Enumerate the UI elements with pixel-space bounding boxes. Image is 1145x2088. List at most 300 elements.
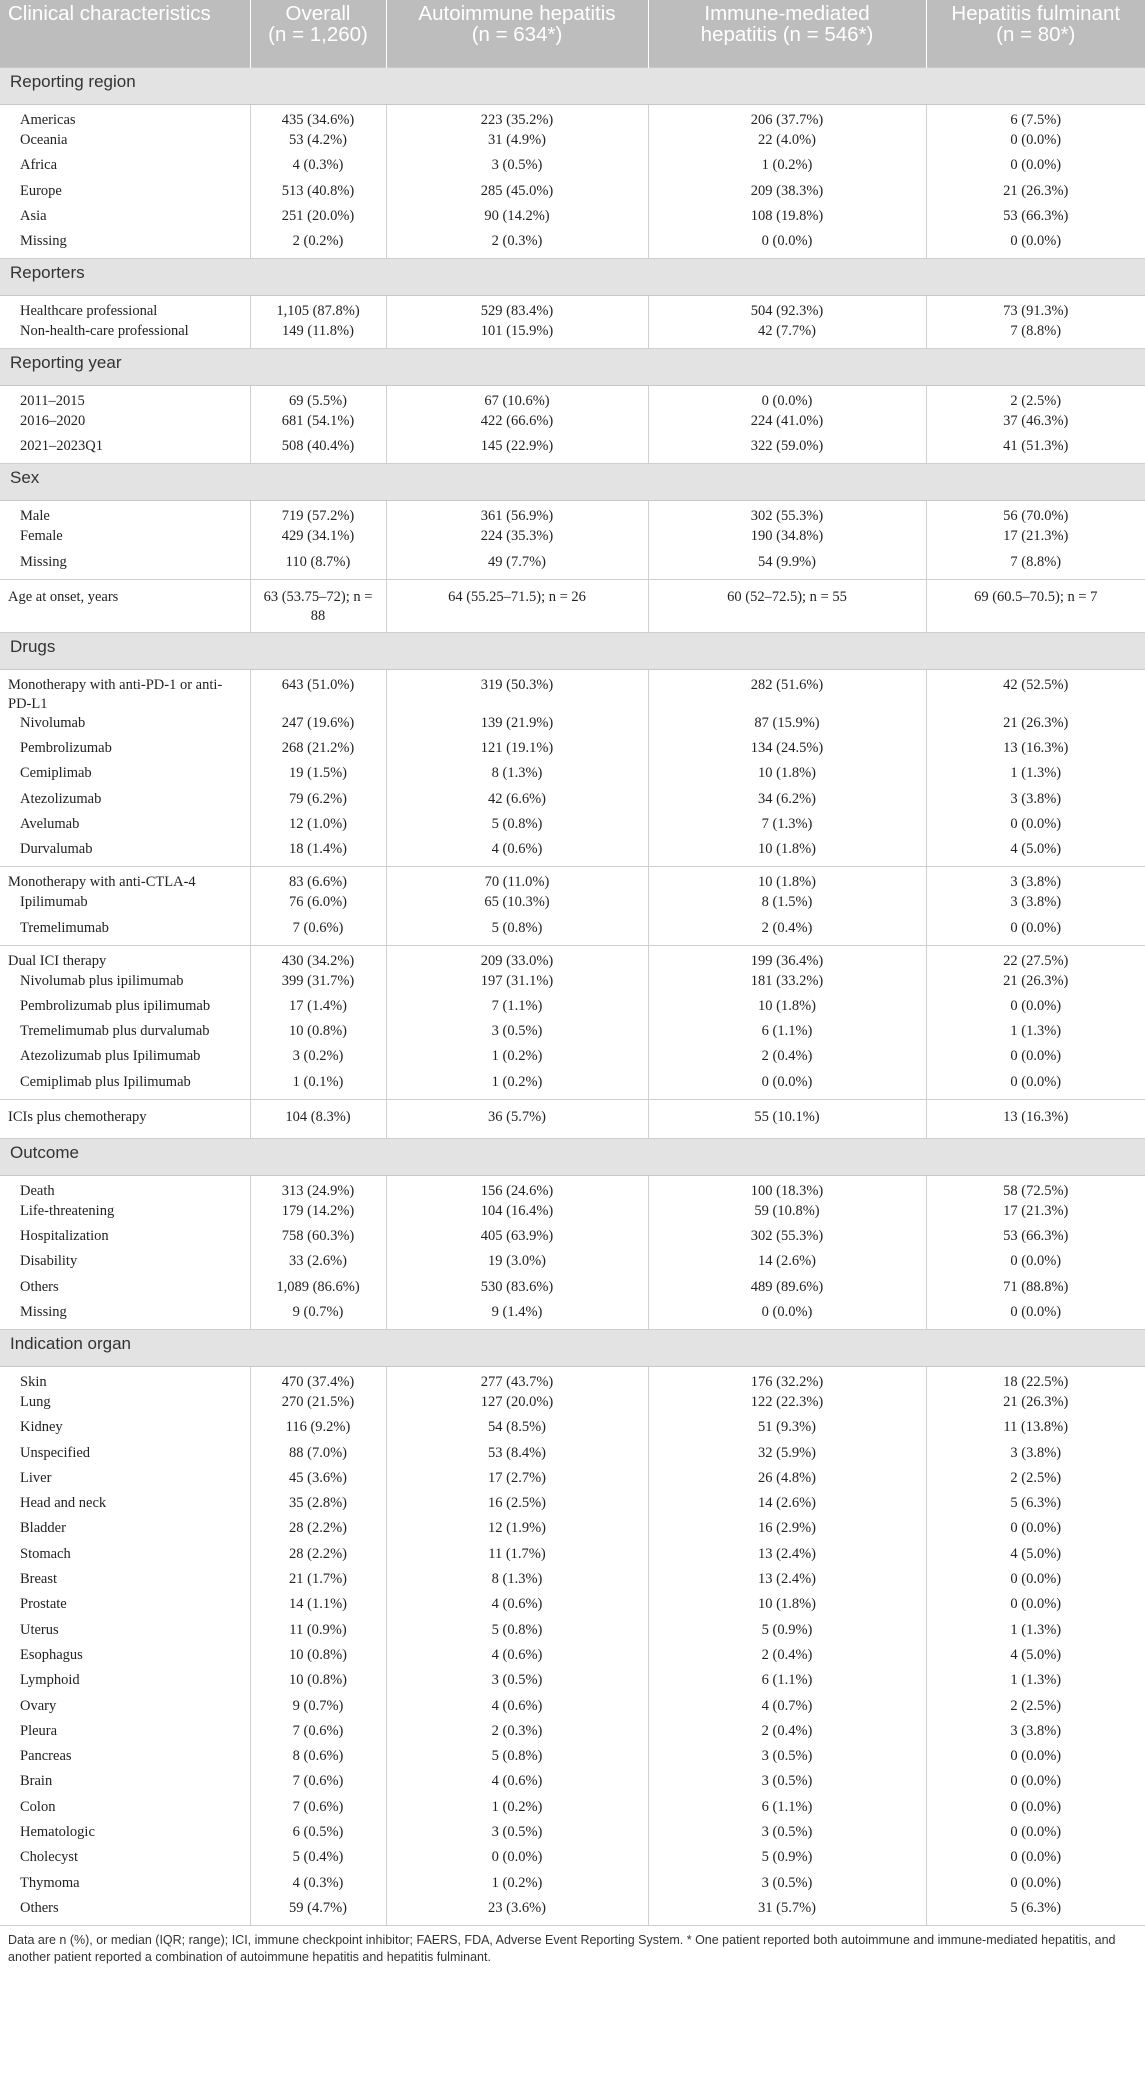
cell-overall: 11 (0.9%) (250, 1621, 386, 1646)
cell-fulminant: 1 (1.3%) (1010, 1023, 1062, 1040)
cell-fulminant: 3 (3.8%) (1010, 1444, 1062, 1461)
cell-autoimmune: 17 (2.7%) (386, 1469, 648, 1494)
cell-autoimmune: 4 (0.6%) (386, 1595, 648, 1620)
cell-overall: 10 (0.8%) (250, 1022, 386, 1047)
table-row (0, 815, 1145, 840)
cell-immune-mediated: 3 (0.5%) (648, 1823, 926, 1848)
cell-overall: 63 (53.75–72); n = 88 (250, 579, 386, 632)
cell-overall: 45 (3.6%) (250, 1469, 386, 1494)
table-row (0, 1047, 1145, 1072)
cell-fulminant: 0 (0.0%) (1010, 1571, 1062, 1588)
cell-overall: 681 (54.1%) (250, 412, 386, 437)
cell-characteristic: Disability (0, 1252, 250, 1277)
cell-overall: 116 (9.2%) (250, 1418, 386, 1443)
cell-fulminant: 0 (0.0%) (1010, 997, 1062, 1014)
cell-autoimmune: 223 (35.2%) (386, 105, 648, 132)
table-row (0, 1621, 1145, 1646)
table-row (0, 1519, 1145, 1544)
cell-fulminant: 42 (52.5%) (1003, 676, 1069, 693)
cell-overall: 758 (60.3%) (250, 1227, 386, 1252)
table-row (0, 1418, 1145, 1443)
table-row (0, 867, 1145, 894)
cell-autoimmune: 64 (55.25–71.5); n = 26 (386, 579, 648, 632)
table-row (0, 1252, 1145, 1277)
cell-overall: 7 (0.6%) (250, 1798, 386, 1823)
cell-immune-mediated: 2 (0.4%) (648, 1722, 926, 1747)
cell-fulminant: 37 (46.3%) (1003, 413, 1069, 430)
cell-fulminant: 0 (0.0%) (1010, 1823, 1062, 1840)
table-row (0, 322, 1145, 349)
cell-immune-mediated: 13 (2.4%) (648, 1545, 926, 1570)
cell-autoimmune: 11 (1.7%) (386, 1545, 648, 1570)
cell-autoimmune: 1 (0.2%) (386, 1047, 648, 1072)
cell-immune-mediated: 3 (0.5%) (648, 1874, 926, 1899)
cell-immune-mediated: 176 (32.2%) (648, 1366, 926, 1393)
cell-autoimmune: 530 (83.6%) (386, 1278, 648, 1303)
cell-characteristic: Pembrolizumab (0, 739, 250, 764)
cell-characteristic: Asia (0, 207, 250, 232)
cell-fulminant: 21 (26.3%) (1003, 182, 1069, 199)
cell-fulminant: 0 (0.0%) (1010, 1253, 1062, 1270)
cell-overall: 76 (6.0%) (250, 893, 386, 918)
cell-autoimmune: 8 (1.3%) (386, 1570, 648, 1595)
cell-autoimmune: 101 (15.9%) (386, 322, 648, 349)
table-row (0, 1899, 1145, 1926)
cell-immune-mediated: 4 (0.7%) (648, 1697, 926, 1722)
cell-fulminant: 3 (3.8%) (1010, 894, 1062, 911)
cell-fulminant: 0 (0.0%) (1010, 1773, 1062, 1790)
cell-immune-mediated: 190 (34.8%) (648, 527, 926, 552)
cell-overall: 399 (31.7%) (250, 972, 386, 997)
table-row (0, 131, 1145, 156)
cell-characteristic: 2021–2023Q1 (0, 437, 250, 464)
cell-autoimmune: 3 (0.5%) (386, 1022, 648, 1047)
cell-overall: 430 (34.2%) (250, 945, 386, 972)
cell-characteristic: Pembrolizumab plus ipilimumab (0, 997, 250, 1022)
cell-fulminant: 21 (26.3%) (1003, 972, 1069, 989)
cell-overall: 1 (0.1%) (250, 1073, 386, 1100)
cell-autoimmune: 422 (66.6%) (386, 412, 648, 437)
table-row (0, 1722, 1145, 1747)
cell-characteristic: Tremelimumab plus durvalumab (0, 1022, 250, 1047)
cell-autoimmune: 0 (0.0%) (386, 1848, 648, 1873)
cell-immune-mediated: 16 (2.9%) (648, 1519, 926, 1544)
cell-immune-mediated: 26 (4.8%) (648, 1469, 926, 1494)
cell-characteristic: Nivolumab (0, 714, 250, 739)
cell-characteristic: Cholecyst (0, 1848, 250, 1873)
cell-immune-mediated: 2 (0.4%) (648, 919, 926, 946)
cell-autoimmune: 319 (50.3%) (386, 669, 648, 714)
cell-overall: 429 (34.1%) (250, 527, 386, 552)
cell-characteristic: Cemiplimab (0, 764, 250, 789)
cell-fulminant: 41 (51.3%) (926, 437, 1145, 464)
section-header-row (0, 1138, 1145, 1175)
cell-autoimmune: 49 (7.7%) (386, 553, 648, 580)
cell-overall: 6 (0.5%) (250, 1823, 386, 1848)
cell-fulminant: 13 (16.3%) (926, 1099, 1145, 1138)
cell-overall: 9 (0.7%) (250, 1697, 386, 1722)
cell-autoimmune: 5 (0.8%) (386, 1621, 648, 1646)
cell-immune-mediated: 224 (41.0%) (648, 412, 926, 437)
cell-immune-mediated: 209 (38.3%) (648, 182, 926, 207)
cell-fulminant: 1 (1.3%) (1010, 1621, 1062, 1638)
cell-overall: 4 (0.3%) (250, 1874, 386, 1899)
cell-immune-mediated: 8 (1.5%) (648, 893, 926, 918)
cell-fulminant: 71 (88.8%) (1003, 1278, 1069, 1295)
cell-immune-mediated: 122 (22.3%) (648, 1393, 926, 1418)
table-row (0, 1469, 1145, 1494)
cell-overall: 247 (19.6%) (250, 714, 386, 739)
table-row (0, 1747, 1145, 1772)
table-row (0, 945, 1145, 972)
table-row (0, 1393, 1145, 1418)
cell-overall: 1,089 (86.6%) (250, 1278, 386, 1303)
cell-characteristic: Pleura (0, 1722, 250, 1747)
cell-overall: 470 (37.4%) (250, 1366, 386, 1393)
cell-autoimmune: 12 (1.9%) (386, 1519, 648, 1544)
cell-fulminant: 0 (0.0%) (926, 919, 1145, 946)
table-row (0, 893, 1145, 918)
cell-characteristic: Brain (0, 1772, 250, 1797)
cell-overall: 10 (0.8%) (250, 1671, 386, 1696)
cell-characteristic: Death (0, 1175, 250, 1202)
cell-overall: 251 (20.0%) (250, 207, 386, 232)
table-row (0, 1175, 1145, 1202)
cell-immune-mediated: 282 (51.6%) (648, 669, 926, 714)
table-row (0, 1570, 1145, 1595)
cell-autoimmune: 156 (24.6%) (386, 1175, 648, 1202)
cell-overall: 33 (2.6%) (250, 1252, 386, 1277)
cell-overall: 7 (0.6%) (250, 919, 386, 946)
cell-autoimmune: 405 (63.9%) (386, 1227, 648, 1252)
cell-immune-mediated: 5 (0.9%) (648, 1848, 926, 1873)
cell-immune-mediated: 504 (92.3%) (648, 296, 926, 323)
cell-immune-mediated: 7 (1.3%) (648, 815, 926, 840)
cell-autoimmune: 1 (0.2%) (386, 1874, 648, 1899)
header-overall: Overall (n = 1,260) (250, 0, 386, 68)
table-row (0, 1444, 1145, 1469)
table-row (0, 764, 1145, 789)
table-row (0, 1278, 1145, 1303)
cell-fulminant: 3 (3.8%) (1010, 1722, 1062, 1739)
cell-immune-mediated: 108 (19.8%) (648, 207, 926, 232)
cell-characteristic: Others (0, 1899, 250, 1926)
cell-autoimmune: 23 (3.6%) (386, 1899, 648, 1926)
cell-immune-mediated: 100 (18.3%) (648, 1175, 926, 1202)
cell-immune-mediated: 1 (0.2%) (648, 156, 926, 181)
cell-characteristic: Prostate (0, 1595, 250, 1620)
cell-fulminant: 2 (2.5%) (1010, 393, 1062, 410)
cell-fulminant: 11 (13.8%) (1003, 1419, 1069, 1436)
table-row (0, 1099, 1145, 1138)
cell-characteristic: Male (0, 501, 250, 528)
cell-characteristic: Head and neck (0, 1494, 250, 1519)
cell-characteristic: Oceania (0, 131, 250, 156)
cell-overall: 10 (0.8%) (250, 1646, 386, 1671)
cell-autoimmune: 285 (45.0%) (386, 182, 648, 207)
cell-characteristic: Non-health-care professional (0, 322, 250, 349)
cell-autoimmune: 5 (0.8%) (386, 1747, 648, 1772)
table-row (0, 1646, 1145, 1671)
cell-characteristic: Lymphoid (0, 1671, 250, 1696)
table-row (0, 527, 1145, 552)
section-label: Indication organ (0, 1329, 1145, 1366)
cell-characteristic: Life-threatening (0, 1202, 250, 1227)
cell-overall: 270 (21.5%) (250, 1393, 386, 1418)
cell-immune-mediated: 10 (1.8%) (648, 997, 926, 1022)
cell-fulminant: 0 (0.0%) (1010, 1520, 1062, 1537)
cell-characteristic: Hematologic (0, 1823, 250, 1848)
cell-fulminant: 0 (0.0%) (1010, 157, 1062, 174)
cell-overall: 69 (5.5%) (250, 386, 386, 413)
cell-immune-mediated: 32 (5.9%) (648, 1444, 926, 1469)
header-autoimmune-hepatitis: Autoimmune hepatitis (n = 634*) (386, 0, 648, 68)
cell-overall: 104 (8.3%) (250, 1099, 386, 1138)
cell-overall: 19 (1.5%) (250, 764, 386, 789)
cell-overall: 28 (2.2%) (250, 1519, 386, 1544)
section-header-row (0, 68, 1145, 105)
cell-overall: 14 (1.1%) (250, 1595, 386, 1620)
cell-immune-mediated: 6 (1.1%) (648, 1671, 926, 1696)
cell-characteristic: ICIs plus chemotherapy (0, 1099, 250, 1138)
cell-autoimmune: 139 (21.9%) (386, 714, 648, 739)
cell-autoimmune: 4 (0.6%) (386, 1772, 648, 1797)
table-row (0, 1874, 1145, 1899)
cell-characteristic: 2016–2020 (0, 412, 250, 437)
cell-autoimmune: 2 (0.3%) (386, 232, 648, 259)
cell-fulminant: 22 (27.5%) (1003, 952, 1069, 969)
cell-fulminant: 0 (0.0%) (1010, 815, 1062, 832)
cell-immune-mediated: 22 (4.0%) (648, 131, 926, 156)
section-label: Reporting region (0, 68, 1145, 105)
cell-overall: 3 (0.2%) (250, 1047, 386, 1072)
header-immune-mediated-hepatitis: Immune-mediated hepatitis (n = 546*) (648, 0, 926, 68)
cell-immune-mediated: 3 (0.5%) (648, 1772, 926, 1797)
cell-characteristic: Lung (0, 1393, 250, 1418)
cell-autoimmune: 53 (8.4%) (386, 1444, 648, 1469)
cell-autoimmune: 54 (8.5%) (386, 1418, 648, 1443)
cell-characteristic: 2011–2015 (0, 386, 250, 413)
cell-fulminant: 17 (21.3%) (1003, 1202, 1069, 1219)
cell-overall: 179 (14.2%) (250, 1202, 386, 1227)
table-row (0, 790, 1145, 815)
table-row (0, 437, 1145, 464)
cell-overall: 28 (2.2%) (250, 1545, 386, 1570)
cell-overall: 5 (0.4%) (250, 1848, 386, 1873)
cell-characteristic: Stomach (0, 1545, 250, 1570)
cell-fulminant: 13 (16.3%) (1003, 740, 1069, 757)
cell-autoimmune: 3 (0.5%) (386, 156, 648, 181)
cell-overall: 4 (0.3%) (250, 156, 386, 181)
cell-fulminant: 7 (8.8%) (926, 322, 1145, 349)
cell-immune-mediated: 10 (1.8%) (648, 1595, 926, 1620)
cell-autoimmune: 104 (16.4%) (386, 1202, 648, 1227)
cell-characteristic: Female (0, 527, 250, 552)
cell-immune-mediated: 13 (2.4%) (648, 1570, 926, 1595)
cell-fulminant: 69 (60.5–70.5); n = 7 (926, 579, 1145, 632)
cell-immune-mediated: 6 (1.1%) (648, 1798, 926, 1823)
cell-autoimmune: 127 (20.0%) (386, 1393, 648, 1418)
cell-overall: 508 (40.4%) (250, 437, 386, 464)
cell-characteristic: Skin (0, 1366, 250, 1393)
cell-characteristic: Breast (0, 1570, 250, 1595)
table-row (0, 840, 1145, 867)
cell-autoimmune: 9 (1.4%) (386, 1303, 648, 1330)
cell-overall: 8 (0.6%) (250, 1747, 386, 1772)
table-row (0, 412, 1145, 437)
cell-characteristic: Unspecified (0, 1444, 250, 1469)
cell-characteristic: Hospitalization (0, 1227, 250, 1252)
cell-immune-mediated: 199 (36.4%) (648, 945, 926, 972)
cell-overall: 21 (1.7%) (250, 1570, 386, 1595)
table-row (0, 579, 1145, 632)
table-row (0, 1595, 1145, 1620)
cell-immune-mediated: 0 (0.0%) (648, 386, 926, 413)
table-row (0, 232, 1145, 259)
section-header-row (0, 464, 1145, 501)
cell-characteristic: Bladder (0, 1519, 250, 1544)
cell-fulminant: 4 (5.0%) (1010, 1646, 1062, 1663)
cell-fulminant: 0 (0.0%) (1010, 1048, 1062, 1065)
cell-immune-mediated: 302 (55.3%) (648, 501, 926, 528)
table-row (0, 1227, 1145, 1252)
cell-characteristic: Uterus (0, 1621, 250, 1646)
table-row (0, 182, 1145, 207)
cell-fulminant: 0 (0.0%) (1010, 132, 1062, 148)
cell-characteristic: Others (0, 1278, 250, 1303)
table-row (0, 1022, 1145, 1047)
table-row (0, 207, 1145, 232)
cell-immune-mediated: 0 (0.0%) (648, 232, 926, 259)
cell-fulminant: 0 (0.0%) (926, 1073, 1145, 1100)
cell-autoimmune: 145 (22.9%) (386, 437, 648, 464)
cell-characteristic: Europe (0, 182, 250, 207)
cell-fulminant: 0 (0.0%) (1010, 1849, 1062, 1866)
cell-immune-mediated: 322 (59.0%) (648, 437, 926, 464)
table-row (0, 972, 1145, 997)
cell-immune-mediated: 54 (9.9%) (648, 553, 926, 580)
cell-fulminant: 3 (3.8%) (1010, 790, 1062, 807)
cell-immune-mediated: 181 (33.2%) (648, 972, 926, 997)
cell-immune-mediated: 10 (1.8%) (648, 867, 926, 894)
cell-overall: 435 (34.6%) (250, 105, 386, 132)
cell-characteristic: Kidney (0, 1418, 250, 1443)
cell-fulminant: 21 (26.3%) (1003, 714, 1069, 731)
cell-characteristic: Healthcare professional (0, 296, 250, 323)
table-row (0, 553, 1145, 580)
cell-characteristic: Ipilimumab (0, 893, 250, 918)
cell-overall: 513 (40.8%) (250, 182, 386, 207)
cell-autoimmune: 67 (10.6%) (386, 386, 648, 413)
cell-characteristic: Dual ICI therapy (0, 945, 250, 972)
section-label: Outcome (0, 1138, 1145, 1175)
cell-immune-mediated: 60 (52–72.5); n = 55 (648, 579, 926, 632)
cell-characteristic: Durvalumab (0, 840, 250, 867)
cell-immune-mediated: 87 (15.9%) (648, 714, 926, 739)
cell-fulminant: 0 (0.0%) (1010, 1874, 1062, 1891)
table-row (0, 1798, 1145, 1823)
cell-autoimmune: 3 (0.5%) (386, 1671, 648, 1696)
cell-autoimmune: 42 (6.6%) (386, 790, 648, 815)
cell-fulminant: 17 (21.3%) (1003, 528, 1069, 545)
section-label: Reporters (0, 259, 1145, 296)
cell-fulminant: 3 (3.8%) (1010, 874, 1062, 891)
cell-immune-mediated: 59 (10.8%) (648, 1202, 926, 1227)
cell-autoimmune: 36 (5.7%) (386, 1099, 648, 1138)
cell-autoimmune: 3 (0.5%) (386, 1823, 648, 1848)
cell-fulminant: 73 (91.3%) (1003, 303, 1069, 320)
table-row (0, 714, 1145, 739)
cell-overall: 7 (0.6%) (250, 1722, 386, 1747)
cell-fulminant: 0 (0.0%) (926, 232, 1145, 259)
cell-immune-mediated: 5 (0.9%) (648, 1621, 926, 1646)
section-header-row (0, 632, 1145, 669)
cell-overall: 79 (6.2%) (250, 790, 386, 815)
cell-characteristic: Monotherapy with anti-PD-1 or anti-PD-L1 (0, 669, 250, 714)
table-row (0, 386, 1145, 413)
cell-autoimmune: 2 (0.3%) (386, 1722, 648, 1747)
cell-immune-mediated: 489 (89.6%) (648, 1278, 926, 1303)
cell-fulminant: 0 (0.0%) (1010, 1748, 1062, 1765)
cell-overall: 12 (1.0%) (250, 815, 386, 840)
cell-characteristic: Missing (0, 553, 250, 580)
table-footnote: Data are n (%), or median (IQR; range); ICI, immune checkpoint inhibitor; FAERS, FDA, Adverse Event Reporting System. * One patient reported both autoimmune and immune-mediated hepatitis, and another patient reported a combination of autoimmune hepatitis and hepatitis fulminant. (8, 1932, 1116, 1964)
cell-immune-mediated: 0 (0.0%) (648, 1303, 926, 1330)
cell-overall: 59 (4.7%) (250, 1899, 386, 1926)
cell-overall: 313 (24.9%) (250, 1175, 386, 1202)
cell-immune-mediated: 0 (0.0%) (648, 1073, 926, 1100)
cell-characteristic: Ovary (0, 1697, 250, 1722)
cell-immune-mediated: 6 (1.1%) (648, 1022, 926, 1047)
cell-fulminant: 58 (72.5%) (1003, 1182, 1069, 1199)
cell-fulminant: 1 (1.3%) (1010, 765, 1062, 782)
section-label: Drugs (0, 632, 1145, 669)
table-row (0, 739, 1145, 764)
cell-characteristic: Africa (0, 156, 250, 181)
table-row (0, 156, 1145, 181)
cell-autoimmune: 529 (83.4%) (386, 296, 648, 323)
table-row (0, 1697, 1145, 1722)
cell-autoimmune: 224 (35.3%) (386, 527, 648, 552)
cell-immune-mediated: 3 (0.5%) (648, 1747, 926, 1772)
cell-characteristic: Pancreas (0, 1747, 250, 1772)
cell-fulminant: 53 (66.3%) (1003, 1228, 1069, 1245)
table-row (0, 1671, 1145, 1696)
cell-characteristic: Avelumab (0, 815, 250, 840)
cell-overall: 7 (0.6%) (250, 1772, 386, 1797)
table-row (0, 296, 1145, 323)
cell-characteristic: Liver (0, 1469, 250, 1494)
table-row (0, 997, 1145, 1022)
section-label: Sex (0, 464, 1145, 501)
cell-characteristic: Americas (0, 105, 250, 132)
cell-fulminant: 6 (7.5%) (1010, 112, 1062, 128)
cell-immune-mediated: 2 (0.4%) (648, 1047, 926, 1072)
header-clinical-characteristics: Clinical characteristics (0, 0, 250, 68)
cell-characteristic: Esophagus (0, 1646, 250, 1671)
cell-immune-mediated: 42 (7.7%) (648, 322, 926, 349)
cell-autoimmune: 197 (31.1%) (386, 972, 648, 997)
cell-fulminant: 0 (0.0%) (926, 1303, 1145, 1330)
cell-immune-mediated: 134 (24.5%) (648, 739, 926, 764)
cell-immune-mediated: 55 (10.1%) (648, 1099, 926, 1138)
table-row (0, 1494, 1145, 1519)
cell-immune-mediated: 14 (2.6%) (648, 1252, 926, 1277)
cell-autoimmune: 1 (0.2%) (386, 1798, 648, 1823)
table-row (0, 1073, 1145, 1100)
cell-immune-mediated: 51 (9.3%) (648, 1418, 926, 1443)
cell-fulminant: 1 (1.3%) (1010, 1672, 1062, 1689)
